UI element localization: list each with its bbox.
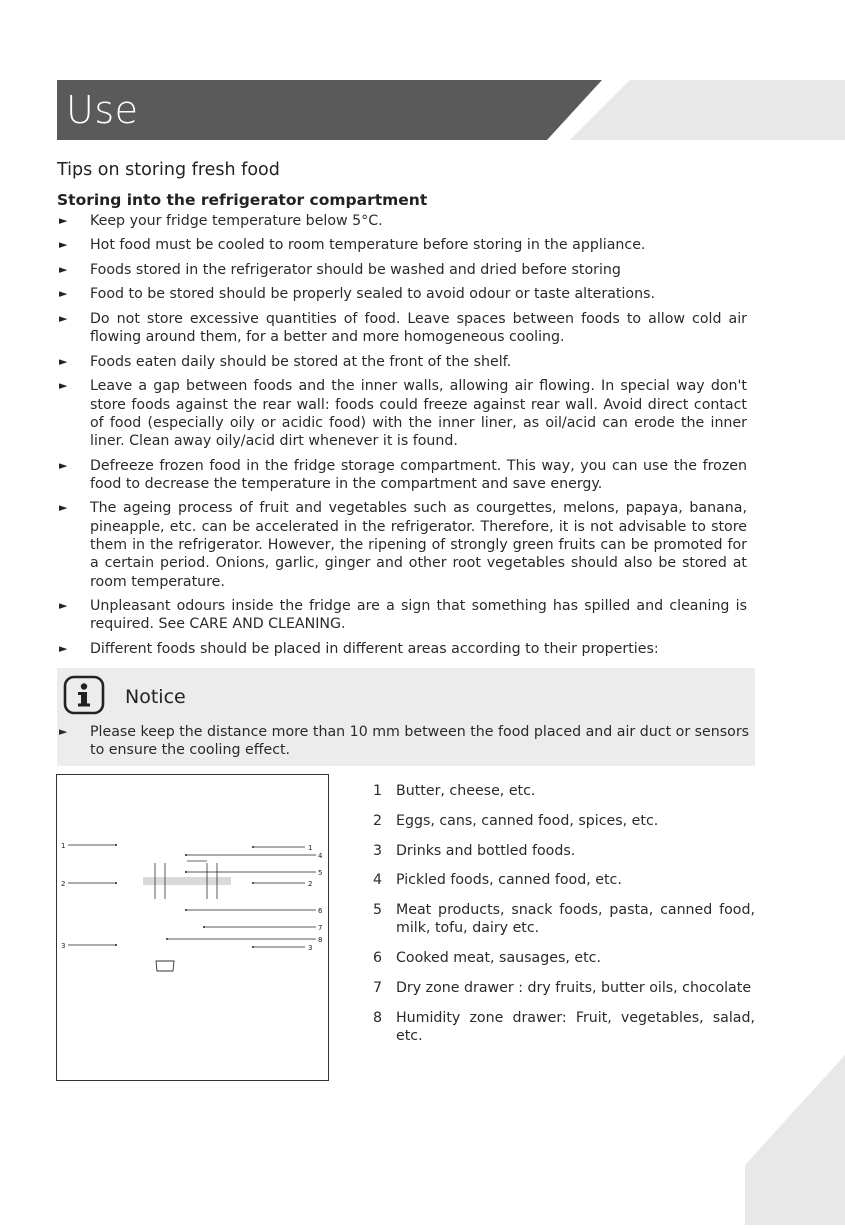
tip-text: Keep your fridge temperature below 5°C.	[90, 213, 383, 229]
diagram-label-left: 2	[61, 880, 66, 888]
right-triangle-icon: ►	[59, 599, 68, 613]
tip-text: Different foods should be placed in different areas according to their properties:	[90, 640, 659, 657]
notice-text: Please keep the distance more than 10 mm between the food placed and air duct or sensors to ensure the cooling effect.	[90, 724, 750, 759]
zone-number: 4	[373, 872, 383, 889]
subsection-title: Storing into the refrigerator compartment	[57, 191, 428, 209]
list-item	[57, 236, 747, 254]
diagram-label-right: 8	[318, 936, 323, 944]
zone-text: Butter, cheese, etc.	[396, 783, 536, 799]
zone-text: Dry zone drawer : dry fruits, butter oils, chocolate	[396, 980, 752, 997]
section-title: Tips on storing fresh food	[57, 160, 280, 180]
tip-text: Foods eaten daily should be stored at the front of the shelf.	[90, 353, 512, 370]
list-item	[57, 212, 747, 230]
notice-text-item	[57, 723, 752, 760]
left-pointers	[68, 845, 116, 945]
tip-text: Food to be stored should be properly sealed to avoid odour or taste alterations.	[90, 286, 655, 303]
list-item	[57, 285, 747, 303]
diagram-label-left: 3	[61, 942, 66, 950]
list-item	[57, 457, 747, 494]
tip-text: Foods stored in the refrigerator should be washed and dried before storing	[90, 261, 621, 278]
diagram-label-right: 2	[308, 880, 313, 888]
right-triangle-icon: ►	[59, 725, 68, 738]
zone-number: 7	[373, 980, 383, 997]
tip-text: The ageing process of fruit and vegetables such as courgettes, melons, papaya, banana, pineapple, etc. can be accelerated in the refrigerator. Therefore, it is not advisable to store them in the refrigerator. However, the ripening of strongly green fruits can be promoted for a certain period. Onions, garlic, ginger and other root vegetables should also be stored at room temperature.	[90, 500, 747, 590]
list-item	[373, 812, 755, 830]
right-triangle-icon: ►	[59, 501, 68, 515]
list-item	[373, 842, 755, 860]
diagram-label-right: 3	[308, 944, 313, 952]
tips-list	[57, 212, 747, 664]
zone-number: 8	[373, 1009, 383, 1026]
tip-text: Do not store excessive quantities of food. Leave spaces between foods to allow cold air flowing around them, for a better and more homogeneous cooling.	[90, 310, 747, 346]
zone-text: Pickled foods, canned food, etc.	[396, 872, 622, 889]
list-item	[57, 499, 747, 590]
zone-number: 2	[373, 812, 383, 829]
tip-text: Hot food must be cooled to room temperature before storing in the appliance.	[90, 237, 646, 254]
header-banner	[57, 80, 617, 140]
zone-number: 3	[373, 842, 383, 859]
tip-text: Defreeze frozen food in the fridge storage compartment. This way, you can use the frozen food to decrease the temperature in the compartment and save energy.	[90, 457, 747, 492]
diagram-label-right: 5	[318, 869, 323, 877]
right-triangle-icon: ►	[59, 458, 68, 472]
page-title: Use	[66, 88, 139, 132]
zones-list	[373, 782, 755, 1057]
diagram-label-right: 6	[318, 907, 323, 915]
zone-number: 5	[373, 902, 383, 919]
list-item	[57, 353, 747, 371]
zone-text: Drinks and bottled foods.	[396, 842, 576, 859]
list-item	[373, 901, 755, 938]
zone-text: Eggs, cans, canned food, spices, etc.	[396, 812, 659, 829]
list-item	[373, 871, 755, 889]
diagram-label-left: 1	[61, 842, 66, 850]
right-triangle-icon: ►	[59, 379, 68, 393]
fridge-diagram	[56, 774, 329, 1081]
zone-number: 1	[373, 783, 383, 799]
list-item	[373, 949, 755, 967]
list-item	[57, 261, 747, 279]
right-triangle-icon: ►	[59, 354, 68, 368]
zone-text: Meat products, snack foods, pasta, canned food, milk, tofu, dairy etc.	[396, 902, 755, 937]
list-item	[57, 640, 747, 658]
right-triangle-icon: ►	[59, 311, 68, 325]
list-item	[57, 597, 747, 634]
right-triangle-icon: ►	[59, 262, 68, 276]
list-item	[373, 782, 755, 800]
right-pointers	[167, 847, 316, 947]
list-item	[57, 377, 747, 450]
diagram-label-right: 1	[308, 844, 313, 852]
zone-text: Cooked meat, sausages, etc.	[396, 950, 601, 967]
right-triangle-icon: ►	[59, 238, 68, 252]
diagram-label-right: 7	[318, 924, 323, 932]
list-item	[373, 1009, 755, 1046]
info-icon	[62, 675, 106, 715]
right-triangle-icon: ►	[59, 641, 68, 655]
list-item	[373, 979, 755, 997]
right-triangle-icon: ►	[59, 287, 68, 301]
notice-title: Notice	[125, 686, 186, 708]
list-item	[57, 310, 747, 347]
zone-number: 6	[373, 950, 383, 967]
tip-text: Unpleasant odours inside the fridge are a sign that something has spilled and cleaning is required. See CARE AND CLEANING.	[90, 598, 747, 633]
corner-decoration	[745, 1055, 845, 1225]
diagram-label-right: 4	[318, 852, 323, 860]
zone-text: Humidity zone drawer: Fruit, vegetables, salad, etc.	[396, 1009, 755, 1045]
tip-text: Leave a gap between foods and the inner walls, allowing air flowing. In special way don't store foods against the rear wall: foods could freeze against rear wall. Avoid direct contact of food (especially oily or acidic food) with the inner liner, as oil/acid can erode the inner liner. Clean away oily/acid dirt whenever it is found.	[90, 378, 747, 450]
right-triangle-icon: ►	[59, 214, 68, 227]
